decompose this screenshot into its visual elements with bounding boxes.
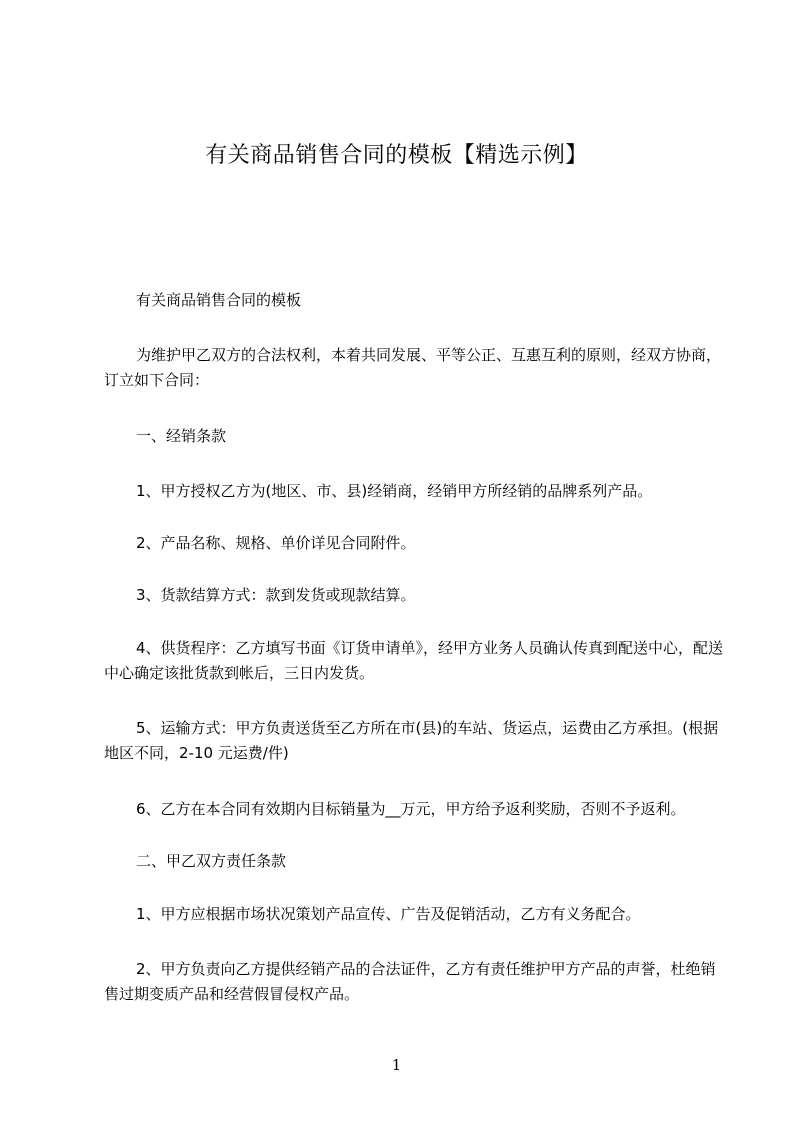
document-title: 有关商品销售合同的模板【精选示例】 — [205, 143, 588, 168]
paragraph-preamble: 为维护甲乙双方的合法权利，本着共同发展、平等公正、互惠互利的原则，经双方协商，订立如下合同： — [104, 346, 722, 389]
clause-4-supply-procedure: 4、供货程序：乙方填写书面《订货申请单》，经甲方业务人员确认传真到配送中心，配送中心确定该批货款到帐后，三日内发货。 — [104, 639, 724, 682]
section-heading-distribution: 一、经销条款 — [136, 427, 227, 445]
clause-2-product-specs: 2、产品名称、规格、单价详见合同附件。 — [136, 534, 416, 552]
clause-5-transport: 5、运输方式：甲方负责送货至乙方所在市(县)的车站、货运点，运费由乙方承担。(根据地区不同，2-10 元运费/件) — [104, 719, 719, 762]
clause-3-payment: 3、货款结算方式：款到发货或现款结算。 — [136, 586, 416, 604]
clause-1-authorization: 1、甲方授权乙方为(地区、市、县)经销商，经销甲方所经销的品牌系列产品。 — [136, 482, 653, 500]
section-heading-responsibilities: 二、甲乙双方责任条款 — [136, 852, 287, 870]
paragraph-heading-template: 有关商品销售合同的模板 — [136, 291, 302, 309]
responsibility-2-certificates: 2、甲方负责向乙方提供经销产品的合法证件，乙方有责任维护甲方产品的声誉，杜绝销售过期变质产品和经营假冒侵权产品。 — [104, 960, 716, 1003]
clause-6-sales-target: 6、乙方在本合同有效期内目标销量为__万元，甲方给予返利奖励，否则不予返利。 — [136, 800, 686, 818]
responsibility-1-marketing: 1、甲方应根据市场状况策划产品宣传、广告及促销活动，乙方有义务配合。 — [136, 905, 641, 923]
page-number: 1 — [391, 1056, 402, 1074]
